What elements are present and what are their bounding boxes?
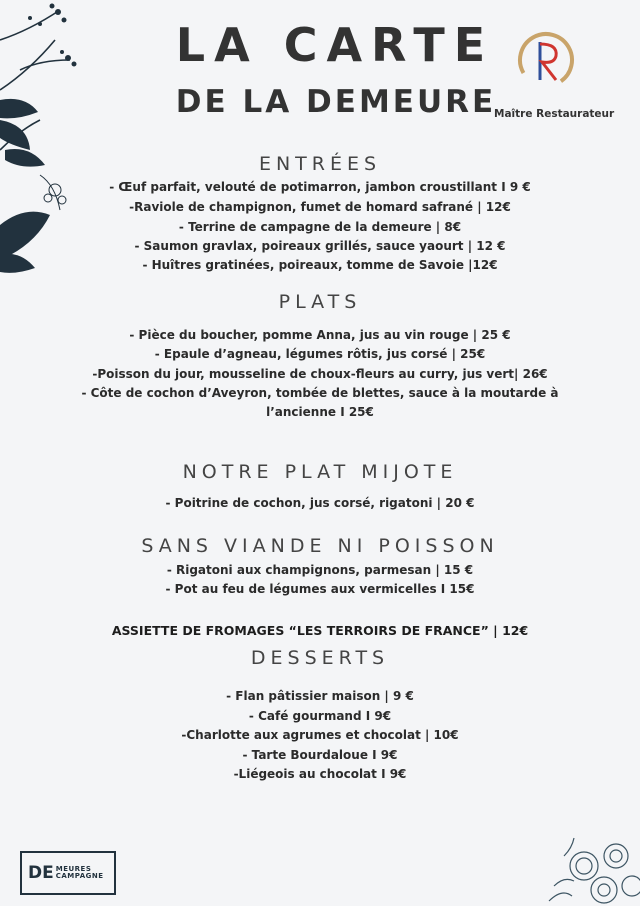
- menu-item: - Flan pâtissier maison | 9 €: [226, 689, 414, 703]
- logo-initials: DE: [28, 862, 54, 883]
- demeures-campagne-logo: [20, 851, 116, 895]
- menu-item: -Charlotte aux agrumes et chocolat | 10€: [181, 728, 459, 742]
- menu-item: l’ancienne I 25€: [266, 405, 374, 419]
- logo-line-2: CAMPAGNE: [55, 872, 104, 880]
- maitre-restaurateur-logo: [516, 30, 576, 90]
- menu-subtitle: DE LA DEMEURE: [175, 84, 497, 120]
- section-heading-plats: PLATS: [278, 291, 362, 313]
- menu-item: -Liégeois au chocolat I 9€: [233, 767, 407, 781]
- menu-item: - Poitrine de cochon, jus corsé, rigatoni | 20 €: [165, 496, 475, 510]
- logo-wordmark: [56, 866, 104, 880]
- menu-item: - Œuf parfait, velouté de potimarron, jambon croustillant I 9 €: [109, 180, 531, 194]
- section-heading-mijote: NOTRE PLAT MIJOTE: [182, 461, 458, 483]
- cheese-plate-line: ASSIETTE DE FROMAGES “LES TERROIRS DE FRANCE” | 12€: [111, 623, 529, 638]
- section-heading-sans-viande: SANS VIANDE NI POISSON: [141, 535, 499, 557]
- menu-item: - Huîtres gratinées, poireaux, tomme de Savoie |12€: [142, 258, 498, 272]
- menu-item: - Rigatoni aux champignons, parmesan | 15 €: [166, 563, 474, 577]
- menu-item: - Epaule d’agneau, légumes rôtis, jus corsé | 25€: [154, 347, 486, 361]
- menu-title: LA CARTE: [175, 18, 495, 72]
- menu-item: - Pot au feu de légumes aux vermicelles I 15€: [165, 582, 475, 596]
- menu-item: - Terrine de campagne de la demeure | 8€: [178, 220, 462, 234]
- menu-item: - Saumon gravlax, poireaux grillés, sauce yaourt | 12 €: [134, 239, 506, 253]
- menu-item: -Poisson du jour, mousseline de choux-fleurs au curry, jus vert| 26€: [92, 367, 548, 381]
- menu-item: - Café gourmand I 9€: [248, 709, 392, 723]
- logo-line-1: MEURES: [55, 865, 92, 873]
- menu-item: -Raviole de champignon, fumet de homard safrané | 12€: [129, 200, 511, 214]
- section-heading-entrees: ENTRÉES: [258, 153, 382, 175]
- section-heading-desserts: DESSERTS: [250, 647, 390, 669]
- menu-item: - Pièce du boucher, pomme Anna, jus au vin rouge | 25 €: [129, 328, 511, 342]
- maitre-restaurateur-label: Maître Restaurateur: [494, 108, 615, 120]
- menu-item: - Côte de cochon d’Aveyron, tombée de blettes, sauce à la moutarde à: [81, 386, 559, 400]
- menu-item: - Tarte Bourdaloue I 9€: [242, 748, 398, 762]
- foliage-decoration-bottom-right: [544, 826, 640, 906]
